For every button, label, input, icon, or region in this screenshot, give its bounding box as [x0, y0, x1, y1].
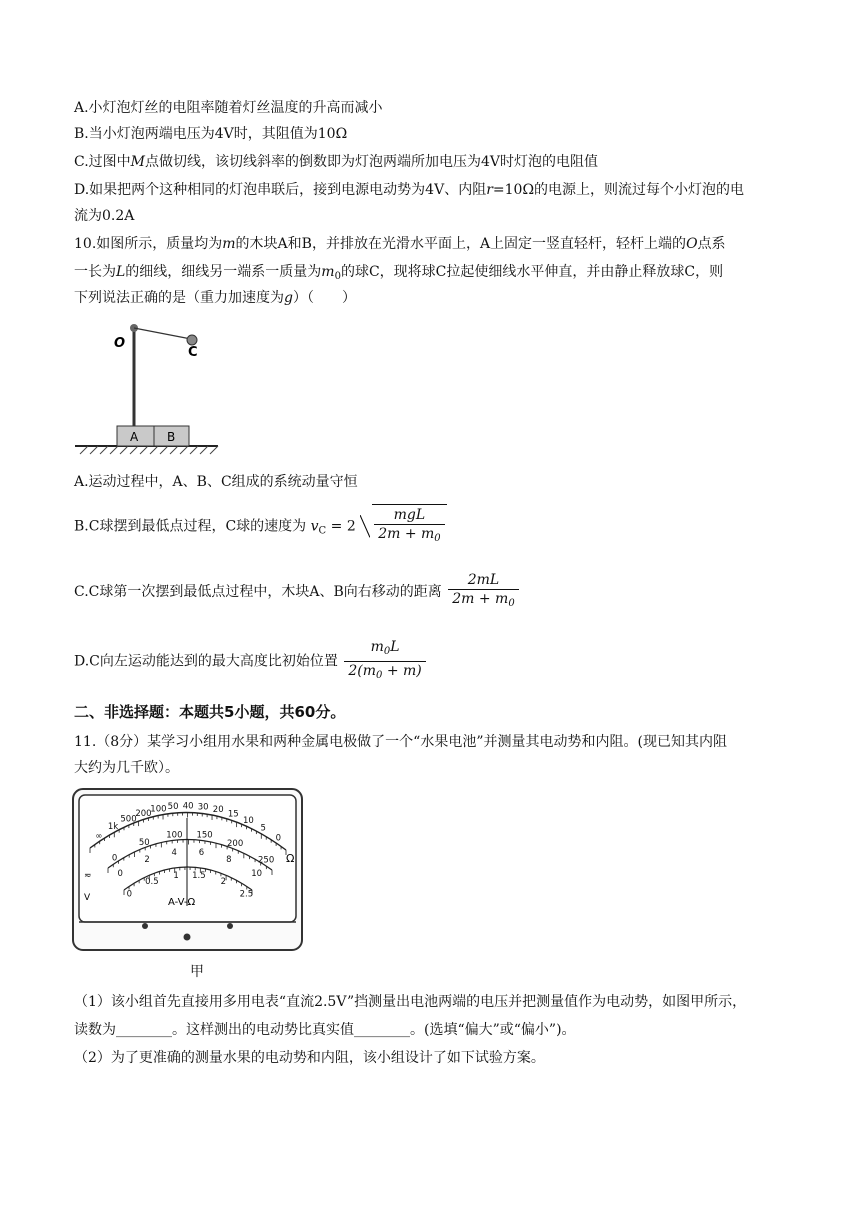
dc-10-scale-label: 10 — [251, 869, 263, 880]
q10-stem-line1: 10.如图所示，质量均为m的木块A和B，并排放在光滑水平面上，A上固定一竖直轻杆，轻杆上端的O点系 — [74, 236, 726, 252]
dc-10-scale-label: 0 — [117, 869, 123, 880]
q10-stem-line2: 一长为L的细线，细线另一端系一质量为$m_0$的球C，现将球C拉起使细线水平伸直，并由静止释放球C，则 — [74, 264, 724, 282]
ohm-scale-label: 40 — [182, 801, 194, 812]
ohm-scale-label: 1k — [107, 822, 119, 833]
dc-2-5-scale-label: 0.5 — [145, 877, 159, 888]
ohm-scale-label: 50 — [167, 802, 179, 813]
ohm-scale-label: 500 — [120, 814, 137, 825]
dc-2-5-scale-label: 1.5 — [192, 870, 206, 881]
zero-adjust-knob — [184, 934, 191, 941]
dc-10-scale-label: 4 — [171, 847, 177, 858]
block-a-label: A — [130, 430, 139, 444]
ohm-scale-label: 10 — [242, 815, 254, 826]
dc-10-scale-label: 2 — [144, 854, 150, 865]
ohm-scale-label: 0 — [275, 833, 282, 844]
figure-caption-jia: 甲 — [190, 964, 204, 980]
q9-option-d: D.如果把两个这种相同的灯泡串联后，接到电源电动势为4V、内阻r=10Ω的电源上，则流过每个小灯泡的电 — [74, 182, 745, 198]
dc-2-5-scale-label: 2 — [220, 877, 227, 888]
ohm-scale-label: 5 — [260, 823, 266, 834]
ohm-scale-label: 30 — [197, 802, 209, 813]
block-b-label: B — [167, 430, 176, 444]
q9-option-b: B.当小灯泡两端电压为4V时，其阻值为10Ω — [74, 126, 348, 142]
q10-option-c: C.C球第一次摆到最低点过程中，木块A、B向右移动的距离 $\frac{2mL}{2m + m_0}$ — [74, 570, 521, 614]
ac-symbol: ≂ — [84, 871, 92, 881]
ohm-unit-label: Ω — [286, 852, 295, 865]
ball-c — [187, 335, 197, 345]
dc-50-scale-label: 0 — [111, 853, 118, 864]
dc-50-scale-label: 50 — [138, 837, 150, 848]
screw-left — [142, 923, 148, 929]
q10-pendulum-figure — [70, 318, 220, 456]
q11-part2: （2）为了更准确的测量水果的电动势和内阻，该小组设计了如下试验方案。 — [74, 1050, 545, 1066]
dc-50-scale-label: 250 — [258, 855, 275, 866]
dc-2-5-scale-label: 2.5 — [239, 889, 254, 900]
string — [134, 328, 191, 339]
dc-50-scale-label: 200 — [227, 839, 244, 850]
q11-stem-line1: 11.（8分）某学习小组用水果和两种金属电极做了一个“水果电池”并测量其电动势和内阻。(现已知其内阻 — [74, 734, 727, 750]
section-2-heading: 二、非选择题：本题共5小题，共60分。 — [74, 703, 346, 721]
label-o: O — [114, 336, 126, 351]
height-fraction: $\frac{m_0L}{2(m_0 + m)}$ — [344, 638, 425, 685]
ohm-scale-label: ∞ — [95, 831, 103, 842]
ohm-scale-label: 15 — [227, 809, 239, 820]
q10-stem-line3: 下列说法正确的是（重力加速度为g）（ ） — [74, 290, 356, 306]
distance-fraction: $\frac{2mL}{2m + m_0}$ — [448, 571, 518, 613]
ground-hatch — [80, 446, 218, 454]
q11-part1-line2: 读数为________。这样测出的电动势比真实值________。(选填“偏大”或“偏小”)。 — [74, 1022, 576, 1038]
q9-option-c: C.过图中M点做切线，该切线斜率的倒数即为灯泡两端所加电压为4V时灯泡的电阻值 — [74, 154, 599, 170]
q10-option-d: D.C向左运动能达到的最大高度比初始位置 $\frac{m_0L}{2(m_0 + m)}$ — [74, 638, 428, 682]
multimeter-figure — [72, 788, 304, 952]
meter-center-label: A-V-Ω — [168, 897, 196, 908]
q9-option-d-cont: 流为0.2A — [74, 208, 135, 224]
ohm-scale-label: 200 — [135, 808, 152, 819]
q11-part1-line1: （1）该小组首先直接用多用电表“直流2.5V”挡测量出电池两端的电压并把测量值作为电动势，如图甲所示， — [74, 994, 747, 1010]
q10-option-b: B.C球摆到最低点过程，C球的速度为 $v_C = 2$ $\frac{\text{mgL}}{2m + m_0}$ — [74, 504, 447, 548]
screw-right — [227, 923, 233, 929]
ohm-scale-label: 20 — [212, 805, 224, 816]
dc-2-5-scale-label: 0 — [126, 889, 133, 900]
q11-stem-line2: 大约为几千欧）。 — [74, 760, 179, 776]
dc-10-scale-label: 6 — [198, 847, 205, 858]
label-c: C — [188, 345, 198, 360]
dc-2-5-scale-label: 1 — [173, 870, 179, 881]
sqrt-expression: $\frac{\text{mgL}}{2m + m_0}$ — [360, 504, 446, 549]
dc-symbol: V — [84, 893, 91, 903]
dc-50-scale-label: 150 — [196, 830, 213, 841]
dc-10-scale-label: 8 — [226, 854, 232, 865]
q10-option-a: A.运动过程中，A、B、C组成的系统动量守恒 — [74, 474, 358, 490]
ohm-scale-label: 100 — [150, 804, 167, 815]
dc-50-scale-label: 100 — [166, 830, 183, 841]
q9-option-a: A.小灯泡灯丝的电阻率随着灯丝温度的升高而减小 — [74, 100, 383, 116]
